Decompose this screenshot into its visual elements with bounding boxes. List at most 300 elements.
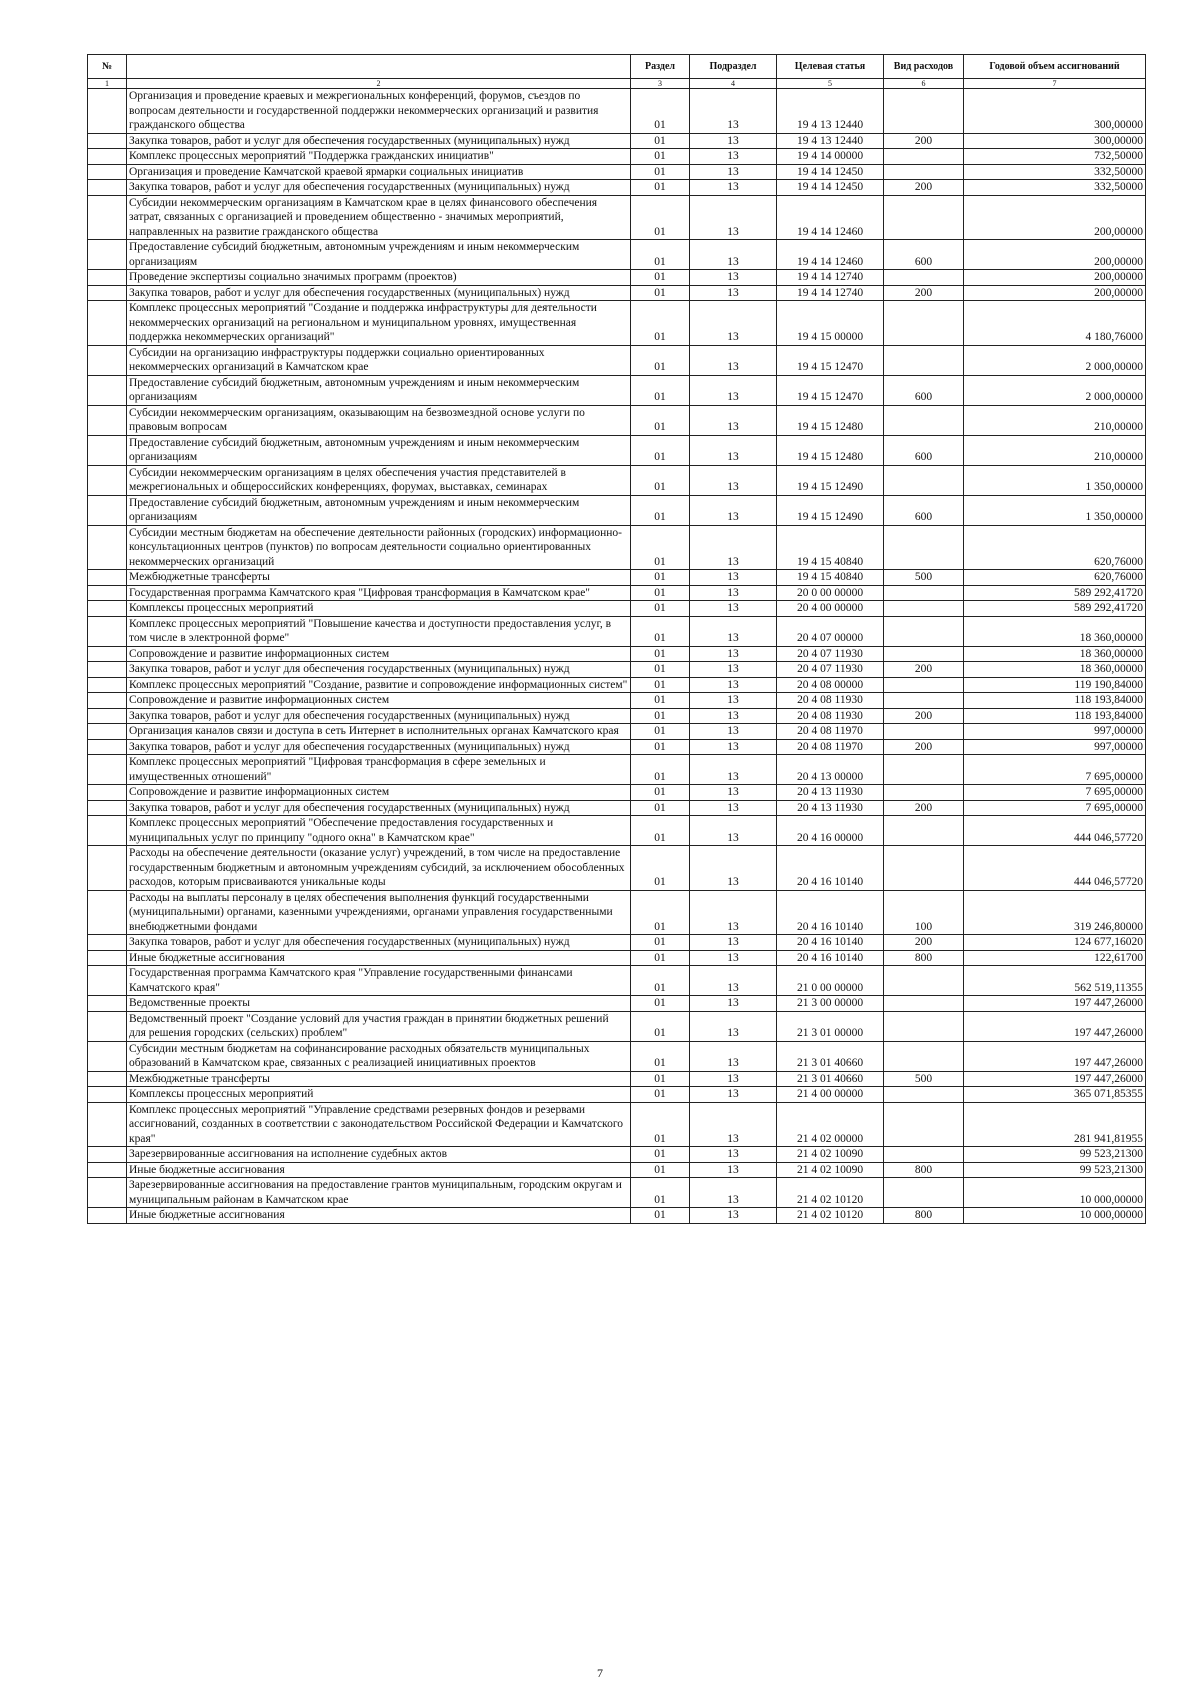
row-amount-cell: 7 695,00000 xyxy=(964,800,1146,816)
table-row xyxy=(88,525,1146,570)
row-amount-cell: 1 350,00000 xyxy=(964,495,1146,525)
row-razdel-cell: 01 xyxy=(631,164,690,180)
header-row xyxy=(88,55,1146,79)
row-amount-cell: 300,00000 xyxy=(964,89,1146,134)
row-razdel-cell: 01 xyxy=(631,1102,690,1147)
row-podrazdel-cell: 13 xyxy=(690,375,777,405)
row-name-cell: Комплекс процессных мероприятий "Создание, развитие и сопровождение информационных систем" xyxy=(127,677,631,693)
row-razdel-cell: 01 xyxy=(631,846,690,891)
row-name-cell: Комплексы процессных мероприятий xyxy=(127,601,631,617)
row-razdel-cell: 01 xyxy=(631,525,690,570)
row-num-cell xyxy=(88,465,127,495)
row-podrazdel-cell: 13 xyxy=(690,966,777,996)
row-expense-type-cell: 600 xyxy=(884,240,964,270)
row-expense-type-cell xyxy=(884,1087,964,1103)
row-razdel-cell: 01 xyxy=(631,195,690,240)
colnum: 4 xyxy=(690,79,777,89)
row-target-cell: 19 4 15 12470 xyxy=(777,375,884,405)
row-target-cell: 19 4 15 12480 xyxy=(777,405,884,435)
row-num-cell xyxy=(88,693,127,709)
row-num-cell xyxy=(88,133,127,149)
table-row xyxy=(88,465,1146,495)
row-num-cell xyxy=(88,662,127,678)
row-amount-cell: 7 695,00000 xyxy=(964,785,1146,801)
row-amount-cell: 589 292,41720 xyxy=(964,585,1146,601)
table-row xyxy=(88,405,1146,435)
row-num-cell xyxy=(88,195,127,240)
row-expense-type-cell xyxy=(884,724,964,740)
row-podrazdel-cell: 13 xyxy=(690,345,777,375)
row-name-cell: Закупка товаров, работ и услуг для обеспечения государственных (муниципальных) нужд xyxy=(127,662,631,678)
row-razdel-cell: 01 xyxy=(631,149,690,165)
table-row xyxy=(88,375,1146,405)
row-amount-cell: 122,61700 xyxy=(964,950,1146,966)
row-razdel-cell: 01 xyxy=(631,405,690,435)
row-target-cell: 19 4 14 12740 xyxy=(777,270,884,286)
row-razdel-cell: 01 xyxy=(631,739,690,755)
row-podrazdel-cell: 13 xyxy=(690,465,777,495)
row-amount-cell: 562 519,11355 xyxy=(964,966,1146,996)
row-podrazdel-cell: 13 xyxy=(690,1011,777,1041)
row-name-cell: Зарезервированные ассигнования на предоставление грантов муниципальным, городским округам и муниципальным районам в Камчатском крае xyxy=(127,1178,631,1208)
row-expense-type-cell xyxy=(884,149,964,165)
row-amount-cell: 332,50000 xyxy=(964,164,1146,180)
colnum: 7 xyxy=(964,79,1146,89)
table-row xyxy=(88,1147,1146,1163)
row-num-cell xyxy=(88,1102,127,1147)
header-target: Целевая статья xyxy=(777,55,884,79)
row-num-cell xyxy=(88,570,127,586)
row-num-cell xyxy=(88,1162,127,1178)
row-podrazdel-cell: 13 xyxy=(690,301,777,346)
row-name-cell: Ведомственный проект "Создание условий для участия граждан в принятии бюджетных решений для решения городских (сельских) проблем" xyxy=(127,1011,631,1041)
row-name-cell: Закупка товаров, работ и услуг для обеспечения государственных (муниципальных) нужд xyxy=(127,180,631,196)
row-name-cell: Комплекс процессных мероприятий "Создание и поддержка инфраструктуры для деятельности некоммерческих организаций на региональном и муниципальном уровнях, имущественная поддержка некоммерческих организаций" xyxy=(127,301,631,346)
row-amount-cell: 589 292,41720 xyxy=(964,601,1146,617)
row-podrazdel-cell: 13 xyxy=(690,693,777,709)
row-podrazdel-cell: 13 xyxy=(690,1087,777,1103)
row-amount-cell: 4 180,76000 xyxy=(964,301,1146,346)
row-expense-type-cell xyxy=(884,301,964,346)
table-row xyxy=(88,816,1146,846)
table-row xyxy=(88,677,1146,693)
row-name-cell: Закупка товаров, работ и услуг для обеспечения государственных (муниципальных) нужд xyxy=(127,935,631,951)
row-num-cell xyxy=(88,1147,127,1163)
row-podrazdel-cell: 13 xyxy=(690,570,777,586)
row-num-cell xyxy=(88,1208,127,1224)
row-razdel-cell: 01 xyxy=(631,1071,690,1087)
row-podrazdel-cell: 13 xyxy=(690,616,777,646)
row-amount-cell: 18 360,00000 xyxy=(964,662,1146,678)
row-razdel-cell: 01 xyxy=(631,724,690,740)
row-target-cell: 19 4 15 40840 xyxy=(777,570,884,586)
row-razdel-cell: 01 xyxy=(631,345,690,375)
row-name-cell: Субсидии на организацию инфраструктуры поддержки социально ориентированных некоммерческих организаций в Камчатском крае xyxy=(127,345,631,375)
row-name-cell: Закупка товаров, работ и услуг для обеспечения государственных (муниципальных) нужд xyxy=(127,133,631,149)
row-podrazdel-cell: 13 xyxy=(690,646,777,662)
row-name-cell: Организация и проведение краевых и межрегиональных конференций, форумов, съездов по вопросам деятельности и государственной поддержки некоммерческих организаций и развития гражданского общества xyxy=(127,89,631,134)
page-number: 7 xyxy=(597,1666,603,1680)
row-num-cell xyxy=(88,616,127,646)
row-expense-type-cell xyxy=(884,996,964,1012)
header-podrazdel: Подраздел xyxy=(690,55,777,79)
colnum: 6 xyxy=(884,79,964,89)
row-razdel-cell: 01 xyxy=(631,935,690,951)
row-razdel-cell: 01 xyxy=(631,495,690,525)
row-target-cell: 19 4 14 12740 xyxy=(777,285,884,301)
row-expense-type-cell xyxy=(884,755,964,785)
row-amount-cell: 732,50000 xyxy=(964,149,1146,165)
row-num-cell xyxy=(88,724,127,740)
table-row xyxy=(88,149,1146,165)
row-expense-type-cell: 200 xyxy=(884,800,964,816)
row-name-cell: Расходы на выплаты персоналу в целях обеспечения выполнения функций государственными (муниципальными) органами, казенными учреждениями, органами управления государственными внебюджетными фондами xyxy=(127,890,631,935)
row-expense-type-cell: 200 xyxy=(884,180,964,196)
row-target-cell: 19 4 15 00000 xyxy=(777,301,884,346)
row-name-cell: Предоставление субсидий бюджетным, автономным учреждениям и иным некоммерческим организациям xyxy=(127,240,631,270)
row-expense-type-cell: 600 xyxy=(884,375,964,405)
row-num-cell xyxy=(88,1087,127,1103)
row-name-cell: Субсидии местным бюджетам на обеспечение деятельности районных (городских) информационно-консультационных центров (пунктов) по вопросам деятельности социально ориентированных некоммерческих организаций xyxy=(127,525,631,570)
row-podrazdel-cell: 13 xyxy=(690,662,777,678)
row-podrazdel-cell: 13 xyxy=(690,1162,777,1178)
row-podrazdel-cell: 13 xyxy=(690,149,777,165)
table-row xyxy=(88,1102,1146,1147)
row-target-cell: 20 4 16 10140 xyxy=(777,935,884,951)
row-target-cell: 19 4 14 00000 xyxy=(777,149,884,165)
row-target-cell: 19 4 15 12470 xyxy=(777,345,884,375)
row-num-cell xyxy=(88,1011,127,1041)
row-num-cell xyxy=(88,816,127,846)
row-target-cell: 21 4 02 10120 xyxy=(777,1208,884,1224)
row-num-cell xyxy=(88,890,127,935)
table-row xyxy=(88,1011,1146,1041)
row-amount-cell: 18 360,00000 xyxy=(964,616,1146,646)
row-podrazdel-cell: 13 xyxy=(690,585,777,601)
row-target-cell: 19 4 15 12480 xyxy=(777,435,884,465)
table-row xyxy=(88,133,1146,149)
row-target-cell: 21 3 01 40660 xyxy=(777,1071,884,1087)
row-num-cell xyxy=(88,375,127,405)
row-target-cell: 19 4 15 12490 xyxy=(777,465,884,495)
row-razdel-cell: 01 xyxy=(631,285,690,301)
table-row xyxy=(88,846,1146,891)
row-podrazdel-cell: 13 xyxy=(690,785,777,801)
row-num-cell xyxy=(88,345,127,375)
row-num-cell xyxy=(88,950,127,966)
row-name-cell: Субсидии некоммерческим организациям в Камчатском крае в целях финансового обеспечения затрат, связанных с организацией и проведением общественно - значимых мероприятий, направленных на развитие гражданского общества xyxy=(127,195,631,240)
row-expense-type-cell: 200 xyxy=(884,708,964,724)
row-amount-cell: 200,00000 xyxy=(964,270,1146,286)
table-row xyxy=(88,195,1146,240)
row-name-cell: Комплекс процессных мероприятий "Обеспечение предоставления государственных и муниципальных услуг по принципу "одного окна" в Камчатском крае" xyxy=(127,816,631,846)
row-podrazdel-cell: 13 xyxy=(690,890,777,935)
row-podrazdel-cell: 13 xyxy=(690,950,777,966)
row-num-cell xyxy=(88,966,127,996)
row-name-cell: Субсидии местным бюджетам на софинансирование расходных обязательств муниципальных образований в Камчатском крае, связанных с реализацией инициативных проектов xyxy=(127,1041,631,1071)
row-expense-type-cell: 200 xyxy=(884,935,964,951)
row-expense-type-cell: 800 xyxy=(884,950,964,966)
row-podrazdel-cell: 13 xyxy=(690,846,777,891)
row-name-cell: Закупка товаров, работ и услуг для обеспечения государственных (муниципальных) нужд xyxy=(127,708,631,724)
table-row xyxy=(88,164,1146,180)
table-row xyxy=(88,708,1146,724)
row-podrazdel-cell: 13 xyxy=(690,724,777,740)
row-name-cell: Комплекс процессных мероприятий "Управление средствами резервных фондов и резервами ассигнований, созданных в соответствии с законодательством Российской Федерации и Камчатского края" xyxy=(127,1102,631,1147)
row-num-cell xyxy=(88,601,127,617)
row-expense-type-cell xyxy=(884,816,964,846)
table-row xyxy=(88,1071,1146,1087)
row-target-cell: 20 0 00 00000 xyxy=(777,585,884,601)
row-amount-cell: 200,00000 xyxy=(964,240,1146,270)
row-amount-cell: 197 447,26000 xyxy=(964,1011,1146,1041)
row-razdel-cell: 01 xyxy=(631,996,690,1012)
row-expense-type-cell: 200 xyxy=(884,285,964,301)
row-num-cell xyxy=(88,708,127,724)
row-num-cell xyxy=(88,646,127,662)
row-target-cell: 21 4 02 00000 xyxy=(777,1102,884,1147)
row-expense-type-cell xyxy=(884,195,964,240)
row-num-cell xyxy=(88,301,127,346)
row-target-cell: 20 4 16 10140 xyxy=(777,950,884,966)
row-name-cell: Сопровождение и развитие информационных систем xyxy=(127,693,631,709)
table-row xyxy=(88,693,1146,709)
row-name-cell: Комплекс процессных мероприятий "Поддержка гражданских инициатив" xyxy=(127,149,631,165)
row-amount-cell: 620,76000 xyxy=(964,525,1146,570)
row-amount-cell: 1 350,00000 xyxy=(964,465,1146,495)
table-row xyxy=(88,270,1146,286)
row-target-cell: 20 4 08 00000 xyxy=(777,677,884,693)
row-name-cell: Проведение экспертизы социально значимых программ (проектов) xyxy=(127,270,631,286)
table-row xyxy=(88,724,1146,740)
row-name-cell: Ведомственные проекты xyxy=(127,996,631,1012)
row-podrazdel-cell: 13 xyxy=(690,525,777,570)
row-target-cell: 21 3 00 00000 xyxy=(777,996,884,1012)
row-amount-cell: 10 000,00000 xyxy=(964,1208,1146,1224)
row-name-cell: Организация каналов связи и доступа в сеть Интернет в исполнительных органах Камчатского края xyxy=(127,724,631,740)
row-razdel-cell: 01 xyxy=(631,677,690,693)
table-row xyxy=(88,585,1146,601)
table-row xyxy=(88,1178,1146,1208)
row-razdel-cell: 01 xyxy=(631,816,690,846)
colnum: 3 xyxy=(631,79,690,89)
row-num-cell xyxy=(88,785,127,801)
row-name-cell: Закупка товаров, работ и услуг для обеспечения государственных (муниципальных) нужд xyxy=(127,800,631,816)
row-podrazdel-cell: 13 xyxy=(690,935,777,951)
row-name-cell: Комплексы процессных мероприятий xyxy=(127,1087,631,1103)
row-target-cell: 21 4 02 10120 xyxy=(777,1178,884,1208)
row-num-cell xyxy=(88,755,127,785)
row-amount-cell: 99 523,21300 xyxy=(964,1147,1146,1163)
row-target-cell: 21 3 01 40660 xyxy=(777,1041,884,1071)
row-razdel-cell: 01 xyxy=(631,966,690,996)
row-expense-type-cell xyxy=(884,585,964,601)
row-amount-cell: 118 193,84000 xyxy=(964,708,1146,724)
row-name-cell: Межбюджетные трансферты xyxy=(127,570,631,586)
row-name-cell: Комплекс процессных мероприятий "Повышение качества и доступности предоставления услуг, в том числе в электронной форме" xyxy=(127,616,631,646)
row-amount-cell: 118 193,84000 xyxy=(964,693,1146,709)
table-row xyxy=(88,1162,1146,1178)
row-name-cell: Субсидии некоммерческим организациям в целях обеспечения участия представителей в межрегиональных и общероссийских конференциях, форумах, выставках, семинарах xyxy=(127,465,631,495)
row-amount-cell: 200,00000 xyxy=(964,285,1146,301)
row-amount-cell: 2 000,00000 xyxy=(964,375,1146,405)
row-expense-type-cell xyxy=(884,525,964,570)
row-razdel-cell: 01 xyxy=(631,240,690,270)
row-podrazdel-cell: 13 xyxy=(690,996,777,1012)
row-num-cell xyxy=(88,525,127,570)
row-razdel-cell: 01 xyxy=(631,375,690,405)
row-expense-type-cell xyxy=(884,465,964,495)
row-expense-type-cell: 800 xyxy=(884,1208,964,1224)
row-razdel-cell: 01 xyxy=(631,800,690,816)
table-row xyxy=(88,890,1146,935)
row-target-cell: 20 4 07 11930 xyxy=(777,646,884,662)
row-podrazdel-cell: 13 xyxy=(690,495,777,525)
row-name-cell: Предоставление субсидий бюджетным, автономным учреждениям и иным некоммерческим организациям xyxy=(127,375,631,405)
row-podrazdel-cell: 13 xyxy=(690,89,777,134)
row-target-cell: 21 4 02 10090 xyxy=(777,1162,884,1178)
row-name-cell: Иные бюджетные ассигнования xyxy=(127,1208,631,1224)
row-razdel-cell: 01 xyxy=(631,708,690,724)
row-podrazdel-cell: 13 xyxy=(690,435,777,465)
row-target-cell: 20 4 16 00000 xyxy=(777,816,884,846)
row-num-cell xyxy=(88,800,127,816)
row-num-cell xyxy=(88,180,127,196)
row-target-cell: 20 4 13 00000 xyxy=(777,755,884,785)
row-razdel-cell: 01 xyxy=(631,662,690,678)
row-podrazdel-cell: 13 xyxy=(690,755,777,785)
row-razdel-cell: 01 xyxy=(631,585,690,601)
table-row xyxy=(88,495,1146,525)
row-amount-cell: 210,00000 xyxy=(964,435,1146,465)
row-expense-type-cell xyxy=(884,405,964,435)
row-amount-cell: 365 071,85355 xyxy=(964,1087,1146,1103)
row-target-cell: 19 4 14 12450 xyxy=(777,164,884,180)
table-row xyxy=(88,966,1146,996)
row-num-cell xyxy=(88,585,127,601)
row-name-cell: Сопровождение и развитие информационных систем xyxy=(127,646,631,662)
row-target-cell: 19 4 13 12440 xyxy=(777,133,884,149)
table-row xyxy=(88,755,1146,785)
row-name-cell: Межбюджетные трансферты xyxy=(127,1071,631,1087)
row-podrazdel-cell: 13 xyxy=(690,195,777,240)
table-row xyxy=(88,662,1146,678)
row-razdel-cell: 01 xyxy=(631,693,690,709)
table-row xyxy=(88,1087,1146,1103)
row-amount-cell: 197 447,26000 xyxy=(964,996,1146,1012)
column-number-row xyxy=(88,79,1146,89)
row-razdel-cell: 01 xyxy=(631,616,690,646)
row-expense-type-cell xyxy=(884,646,964,662)
row-amount-cell: 2 000,00000 xyxy=(964,345,1146,375)
row-target-cell: 19 4 14 12450 xyxy=(777,180,884,196)
row-podrazdel-cell: 13 xyxy=(690,800,777,816)
row-razdel-cell: 01 xyxy=(631,755,690,785)
row-num-cell xyxy=(88,935,127,951)
header-expense-type: Вид расходов xyxy=(884,55,964,79)
header-amount: Годовой объем ассигнований xyxy=(964,55,1146,79)
row-expense-type-cell xyxy=(884,785,964,801)
row-target-cell: 20 4 00 00000 xyxy=(777,601,884,617)
row-name-cell: Расходы на обеспечение деятельности (оказание услуг) учреждений, в том числе на предоставление государственным бюджетным и автономным учреждениям субсидий, за исключением обособленных расходов, которым присваиваются уникальные коды xyxy=(127,846,631,891)
row-target-cell: 20 4 16 10140 xyxy=(777,846,884,891)
row-target-cell: 20 4 08 11930 xyxy=(777,708,884,724)
row-razdel-cell: 01 xyxy=(631,89,690,134)
row-razdel-cell: 01 xyxy=(631,646,690,662)
row-num-cell xyxy=(88,285,127,301)
row-expense-type-cell xyxy=(884,164,964,180)
table-row xyxy=(88,89,1146,134)
row-expense-type-cell: 200 xyxy=(884,133,964,149)
row-expense-type-cell xyxy=(884,1147,964,1163)
row-num-cell xyxy=(88,164,127,180)
row-expense-type-cell xyxy=(884,89,964,134)
row-target-cell: 20 4 08 11970 xyxy=(777,739,884,755)
row-target-cell: 21 3 01 00000 xyxy=(777,1011,884,1041)
row-expense-type-cell xyxy=(884,1011,964,1041)
row-target-cell: 20 4 08 11930 xyxy=(777,693,884,709)
row-razdel-cell: 01 xyxy=(631,465,690,495)
table-row xyxy=(88,800,1146,816)
row-name-cell: Комплекс процессных мероприятий "Цифровая трансформация в сфере земельных и имущественных отношений" xyxy=(127,755,631,785)
row-podrazdel-cell: 13 xyxy=(690,1102,777,1147)
row-expense-type-cell xyxy=(884,601,964,617)
row-razdel-cell: 01 xyxy=(631,1147,690,1163)
row-name-cell: Сопровождение и развитие информационных систем xyxy=(127,785,631,801)
row-razdel-cell: 01 xyxy=(631,1041,690,1071)
row-podrazdel-cell: 13 xyxy=(690,270,777,286)
row-target-cell: 19 4 14 12460 xyxy=(777,195,884,240)
row-name-cell: Предоставление субсидий бюджетным, автономным учреждениям и иным некоммерческим организациям xyxy=(127,495,631,525)
row-podrazdel-cell: 13 xyxy=(690,164,777,180)
row-target-cell: 19 4 15 12490 xyxy=(777,495,884,525)
row-podrazdel-cell: 13 xyxy=(690,816,777,846)
table-row xyxy=(88,996,1146,1012)
row-num-cell xyxy=(88,677,127,693)
row-podrazdel-cell: 13 xyxy=(690,708,777,724)
row-razdel-cell: 01 xyxy=(631,601,690,617)
row-target-cell: 19 4 13 12440 xyxy=(777,89,884,134)
table-row xyxy=(88,601,1146,617)
row-razdel-cell: 01 xyxy=(631,301,690,346)
row-name-cell: Закупка товаров, работ и услуг для обеспечения государственных (муниципальных) нужд xyxy=(127,285,631,301)
row-num-cell xyxy=(88,846,127,891)
row-razdel-cell: 01 xyxy=(631,950,690,966)
row-amount-cell: 997,00000 xyxy=(964,739,1146,755)
row-podrazdel-cell: 13 xyxy=(690,240,777,270)
row-expense-type-cell: 200 xyxy=(884,662,964,678)
row-razdel-cell: 01 xyxy=(631,1162,690,1178)
row-name-cell: Организация и проведение Камчатской краевой ярмарки социальных инициатив xyxy=(127,164,631,180)
row-amount-cell: 200,00000 xyxy=(964,195,1146,240)
row-name-cell: Зарезервированные ассигнования на исполнение судебных актов xyxy=(127,1147,631,1163)
row-amount-cell: 99 523,21300 xyxy=(964,1162,1146,1178)
row-expense-type-cell: 200 xyxy=(884,739,964,755)
header-num: № xyxy=(88,55,127,79)
table-row xyxy=(88,739,1146,755)
row-expense-type-cell: 600 xyxy=(884,495,964,525)
row-podrazdel-cell: 13 xyxy=(690,601,777,617)
row-podrazdel-cell: 13 xyxy=(690,1178,777,1208)
row-target-cell: 20 4 13 11930 xyxy=(777,800,884,816)
table-row xyxy=(88,285,1146,301)
row-amount-cell: 444 046,57720 xyxy=(964,816,1146,846)
row-name-cell: Закупка товаров, работ и услуг для обеспечения государственных (муниципальных) нужд xyxy=(127,739,631,755)
row-expense-type-cell: 500 xyxy=(884,570,964,586)
row-name-cell: Государственная программа Камчатского края "Управление государственными финансами Камчатского края" xyxy=(127,966,631,996)
row-podrazdel-cell: 13 xyxy=(690,677,777,693)
row-amount-cell: 997,00000 xyxy=(964,724,1146,740)
